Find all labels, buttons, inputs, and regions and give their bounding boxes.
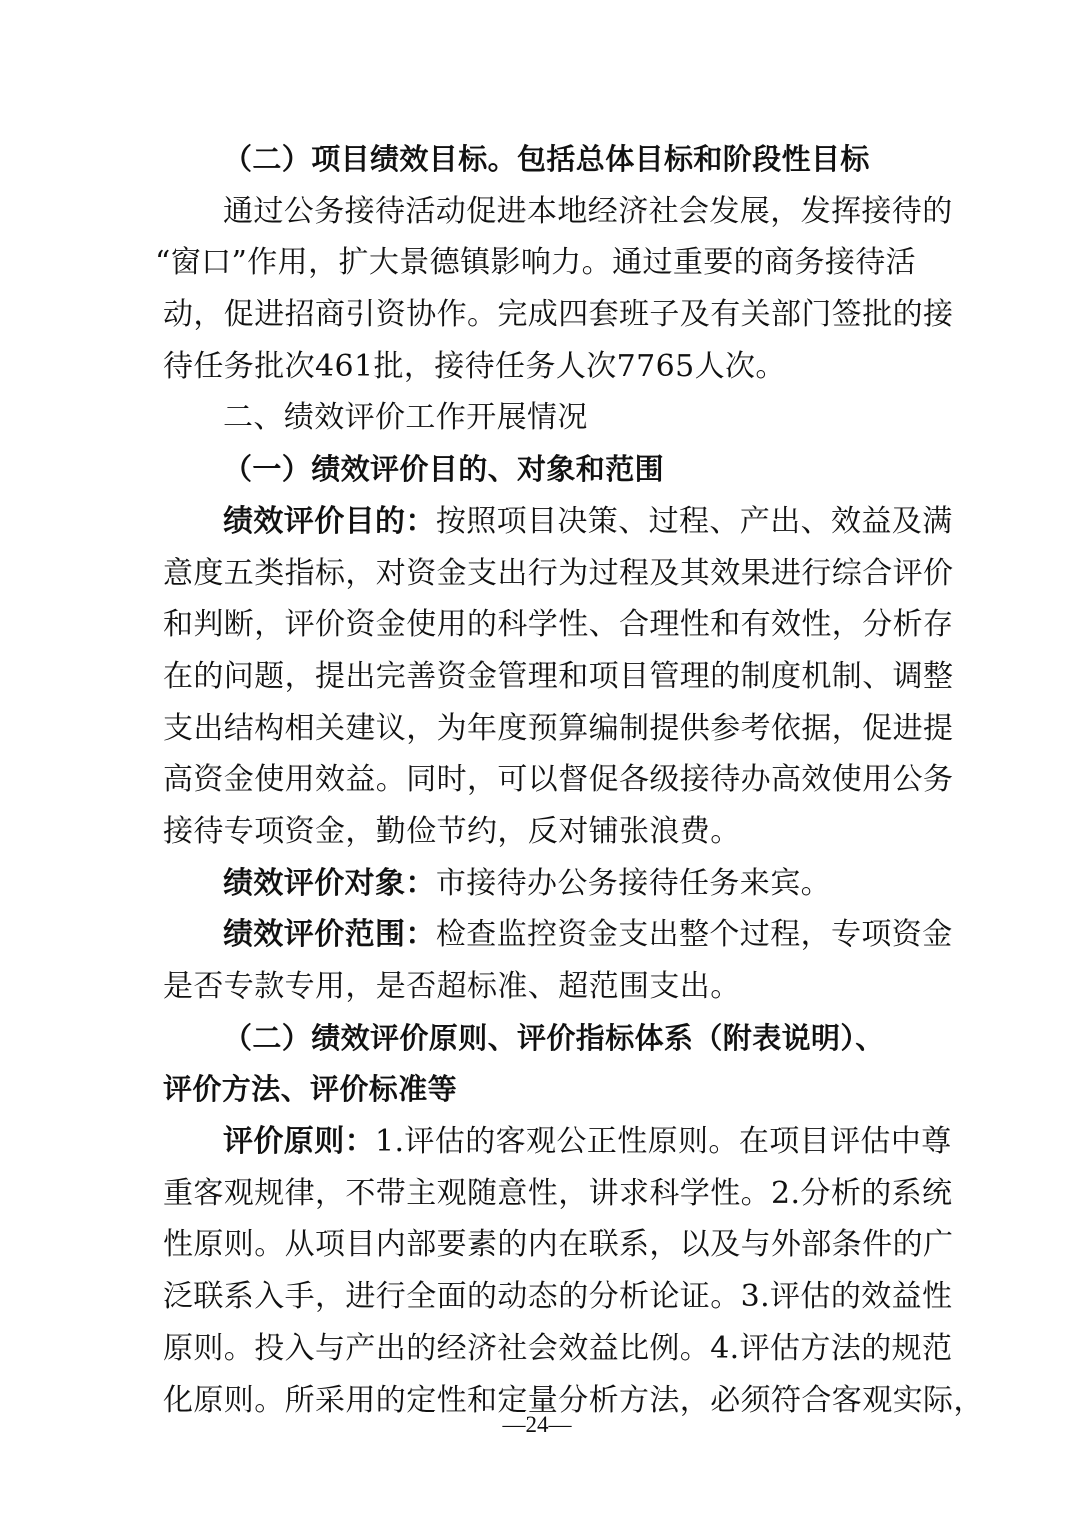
paragraph-line: 支出结构相关建议，为年度预算编制提供参考依据，促进提 (163, 710, 954, 746)
paragraph-line: 高资金使用效益。同时，可以督促各级接待办高效使用公务 (163, 762, 954, 798)
paragraph-line: 性原则。从项目内部要素的内在联系，以及与外部条件的广 (163, 1227, 954, 1263)
object-label: 绩效评价对象： (223, 865, 436, 901)
paragraph-line-principles (163, 1116, 952, 1168)
page-number: —24— (502, 1412, 572, 1437)
paragraph-line: 动，促进招商引资协作。完成四套班子及有关部门签批的接 (163, 297, 954, 333)
paragraph-line: 泛联系入手，进行全面的动态的分析论证。3.评估的效益性 (163, 1279, 953, 1315)
document-body (155, 134, 984, 1426)
scope-label: 绩效评价范围： (223, 917, 436, 953)
object-text: 市接待办公务接待任务来宾。 (435, 865, 832, 901)
principles-text: 1.评估的客观公正性原则。在项目评估中尊 (375, 1124, 952, 1160)
paragraph-line: 重客观规律，不带主观随意性，讲求科学性。2.分析的系统 (163, 1175, 953, 1211)
principles-label: 评价原则： (223, 1124, 375, 1160)
subsection-heading-principles-line-2: 评价方法、评价标准等 (163, 1072, 458, 1107)
paragraph-line: 待任务批次461批，接待任务人次7765人次。 (163, 348, 786, 384)
paragraph-line: 和判断，评价资金使用的科学性、合理性和有效性，分析存 (163, 607, 954, 643)
paragraph-line: 在的问题，提出完善资金管理和项目管理的制度机制、调整 (163, 658, 954, 694)
paragraph-line: 意度五类指标，对资金支出行为过程及其效果进行综合评价 (163, 555, 954, 591)
paragraph-line: 通过公务接待活动促进本地经济社会发展，发挥接待的 (223, 193, 953, 229)
paragraph-line-scope (163, 909, 953, 961)
chapter-heading-evaluation-work: 二、绩效评价工作开展情况 (223, 400, 588, 436)
paragraph-line: 接待专项资金，勤俭节约，反对铺张浪费。 (163, 813, 741, 849)
paragraph-line-object (163, 858, 915, 910)
scope-text: 检查监控资金支出整个过程，专项资金 (435, 917, 953, 953)
subsection-heading-principles-line-1: （二）绩效评价原则、评价指标体系（附表说明）、 (223, 1020, 885, 1055)
paragraph-line: 是否专款专用，是否超标准、超范围支出。 (163, 969, 741, 1004)
purpose-text: 按照项目决策、过程、产出、效益及满 (435, 503, 953, 539)
paragraph-line: “窗口”作用，扩大景德镇影响力。通过重要的商务接待活 (155, 245, 917, 281)
paragraph-line-purpose (163, 496, 953, 548)
paragraph-line: 原则。投入与产出的经济社会效益比例。4.评估方法的规范 (163, 1330, 953, 1366)
subsection-heading-purpose-object-scope: （一）绩效评价目的、对象和范围 (223, 452, 665, 487)
section-heading-project-goals: （二）项目绩效目标。包括总体目标和阶段性目标 (223, 142, 870, 176)
paragraph-line: 化原则。所采用的定性和定量分析方法，必须符合客观实际， (163, 1382, 984, 1418)
purpose-label: 绩效评价目的： (223, 503, 436, 539)
